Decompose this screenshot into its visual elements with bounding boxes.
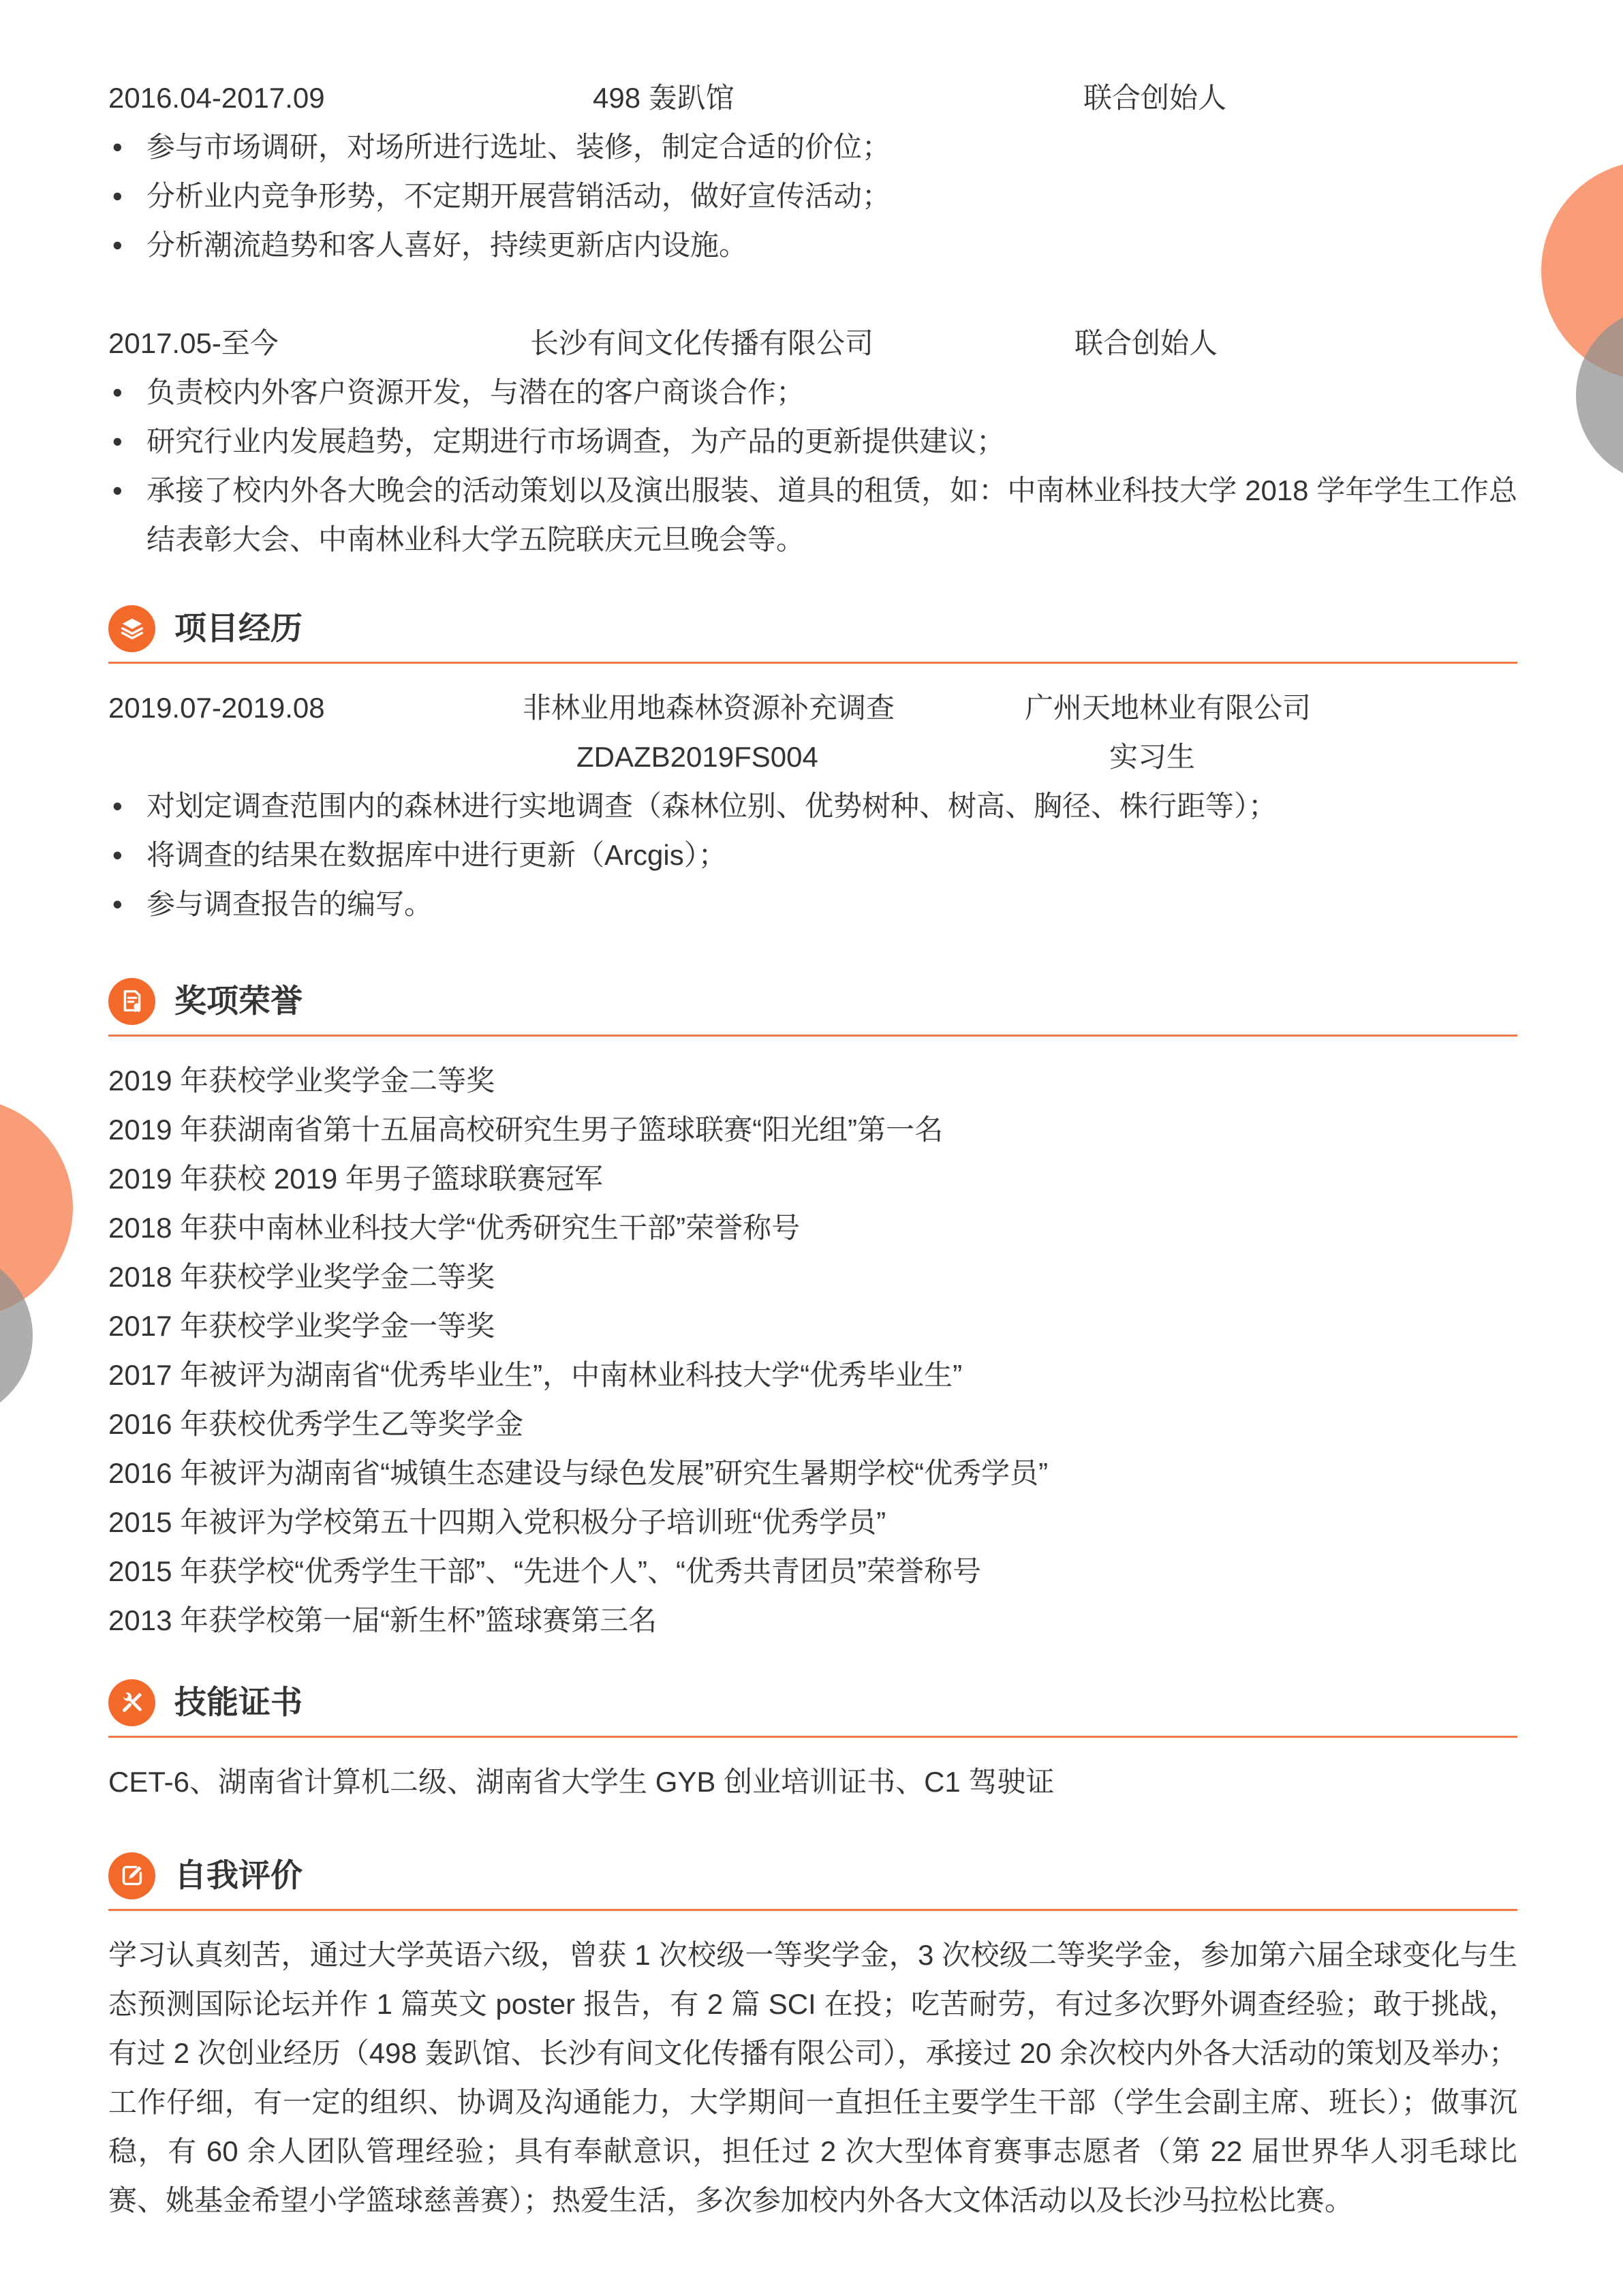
project-entry bbox=[108, 684, 1517, 929]
project-bullet: • 将调查的结果在数据库中进行更新（Arcgis）； bbox=[108, 831, 1517, 880]
section-title: 奖项荣誉 bbox=[174, 983, 303, 1019]
decor-circle-gray-right bbox=[1576, 307, 1623, 483]
award-item: 2013 年获学校第一届“新生杯”篮球赛第三名 bbox=[108, 1604, 658, 1636]
work-bullet: • 分析业内竞争形势，不定期开展营销活动，做好宣传活动； bbox=[108, 172, 1517, 221]
work-role: 联合创始人 bbox=[1083, 82, 1227, 114]
decor-circle-gray-left bbox=[0, 1251, 33, 1420]
project-bullet: • 对划定调查范围内的森林进行实地调查（森林位别、优势树种、树高、胸径、株行距等）； bbox=[108, 782, 1517, 831]
project-entry-subheader bbox=[108, 733, 1517, 782]
project-name: 非林业用地森林资源补充调查 bbox=[523, 692, 895, 724]
work-entry bbox=[108, 74, 1517, 270]
project-company: 广州天地林业有限公司 bbox=[1025, 692, 1312, 724]
layers-icon bbox=[108, 605, 155, 652]
project-code: ZDAZB2019FS004 bbox=[576, 741, 818, 773]
award-item: 2019 年获校 2019 年男子篮球联赛冠军 bbox=[108, 1163, 603, 1195]
work-role: 联合创始人 bbox=[1075, 327, 1218, 359]
award-item: 2017 年被评为湖南省“优秀毕业生”，中南林业科技大学“优秀毕业生” bbox=[108, 1359, 963, 1391]
work-bullet: • 负责校内外客户资源开发，与潜在的客户商谈合作； bbox=[108, 368, 1517, 417]
project-date: 2019.07-2019.08 bbox=[108, 692, 325, 724]
work-organization: 长沙有间文化传播有限公司 bbox=[530, 327, 874, 359]
section-heading bbox=[108, 977, 1517, 1037]
awards-section bbox=[108, 977, 1517, 1645]
award-item: 2019 年获校学业奖学金二等奖 bbox=[108, 1065, 495, 1097]
work-entry bbox=[108, 319, 1517, 564]
work-experience-section bbox=[108, 74, 1517, 564]
work-bullet: • 研究行业内发展趋势，定期进行市场调查，为产品的更新提供建议； bbox=[108, 417, 1517, 466]
decor-circle-orange-left bbox=[0, 1098, 73, 1317]
self-evaluation-section bbox=[108, 1851, 1517, 2225]
work-bullet: • 承接了校内外各大晚会的活动策划以及演出服装、道具的租赁，如：中南林业科技大学 2018 学年学生工作总结表彰大会、中南林业科大学五院联庆元旦晚会等。 bbox=[108, 466, 1517, 564]
award-item: 2016 年被评为湖南省“城镇生态建设与绿色发展”研究生暑期学校“优秀学员” bbox=[108, 1457, 1049, 1489]
award-item: 2018 年获中南林业科技大学“优秀研究生干部”荣誉称号 bbox=[108, 1212, 801, 1244]
self-evaluation-text: 学习认真刻苦，通过大学英语六级，曾获 1 次校级一等奖学金，3 次校级二等奖学金，参加第六届全球变化与生态预测国际论坛并作 1 篇英文 poster 报告，有 2 篇 SCI 在投；吃苦耐劳，有过多次野外调查经验；敢于挑战，有过 2 次创业经历（498 轰趴馆、长沙有间文化传播有限公司），承接过 20 余次校内外各大活动的策划及举办；工作仔细，有一定的组织、协调及沟通能力，大学期间一直担任主要学生干部（学生会副主席、班长）；做事沉稳，有 60 余人团队管理经验；具有奉献意识，担任过 2 次大型体育赛事志愿者（第 22 届世界华人羽毛球比赛、姚基金希望小学篮球慈善赛）；热爱生活，多次参加校内外各大文体活动以及长沙马拉松比赛。 bbox=[108, 1939, 1517, 2216]
self-evaluation-content bbox=[108, 1931, 1517, 2225]
award-item: 2016 年获校优秀学生乙等奖学金 bbox=[108, 1408, 524, 1440]
award-item: 2018 年获校学业奖学金二等奖 bbox=[108, 1261, 495, 1293]
section-title: 技能证书 bbox=[174, 1684, 303, 1720]
skills-content bbox=[108, 1758, 1517, 1807]
awards-list bbox=[108, 1056, 1517, 1645]
award-item: 2015 年获学校“优秀学生干部”、“先进个人”、“优秀共青团员”荣誉称号 bbox=[108, 1555, 982, 1587]
project-bullet: • 参与调查报告的编写。 bbox=[108, 880, 1517, 929]
section-heading bbox=[108, 1851, 1517, 1911]
project-role: 实习生 bbox=[1109, 741, 1196, 773]
section-heading bbox=[108, 1678, 1517, 1738]
work-date: 2016.04-2017.09 bbox=[108, 82, 325, 114]
work-date: 2017.05-至今 bbox=[108, 327, 279, 359]
skills-section bbox=[108, 1678, 1517, 1807]
work-entry-header bbox=[108, 74, 1517, 123]
certificate-icon bbox=[108, 978, 155, 1025]
work-entry-header bbox=[108, 319, 1517, 368]
section-heading bbox=[108, 604, 1517, 664]
work-bullet: • 参与市场调研，对场所进行选址、装修，制定合适的价位； bbox=[108, 123, 1517, 172]
skills-text: CET-6、湖南省计算机二级、湖南省大学生 GYB 创业培训证书、C1 驾驶证 bbox=[108, 1766, 1055, 1798]
decor-circle-orange-right bbox=[1541, 161, 1623, 380]
work-organization: 498 轰趴馆 bbox=[593, 82, 735, 114]
projects-section bbox=[108, 604, 1517, 929]
section-title: 项目经历 bbox=[174, 610, 303, 646]
award-item: 2017 年获校学业奖学金一等奖 bbox=[108, 1310, 495, 1342]
award-item: 2019 年获湖南省第十五届高校研究生男子篮球联赛“阳光组”第一名 bbox=[108, 1114, 944, 1146]
edit-icon bbox=[108, 1852, 155, 1899]
work-bullet: • 分析潮流趋势和客人喜好，持续更新店内设施。 bbox=[108, 221, 1517, 270]
project-entry-header bbox=[108, 684, 1517, 733]
entry-spacer bbox=[108, 270, 1517, 319]
tools-icon bbox=[108, 1679, 155, 1726]
award-item: 2015 年被评为学校第五十四期入党积极分子培训班“优秀学员” bbox=[108, 1506, 886, 1538]
section-title: 自我评价 bbox=[174, 1857, 303, 1893]
